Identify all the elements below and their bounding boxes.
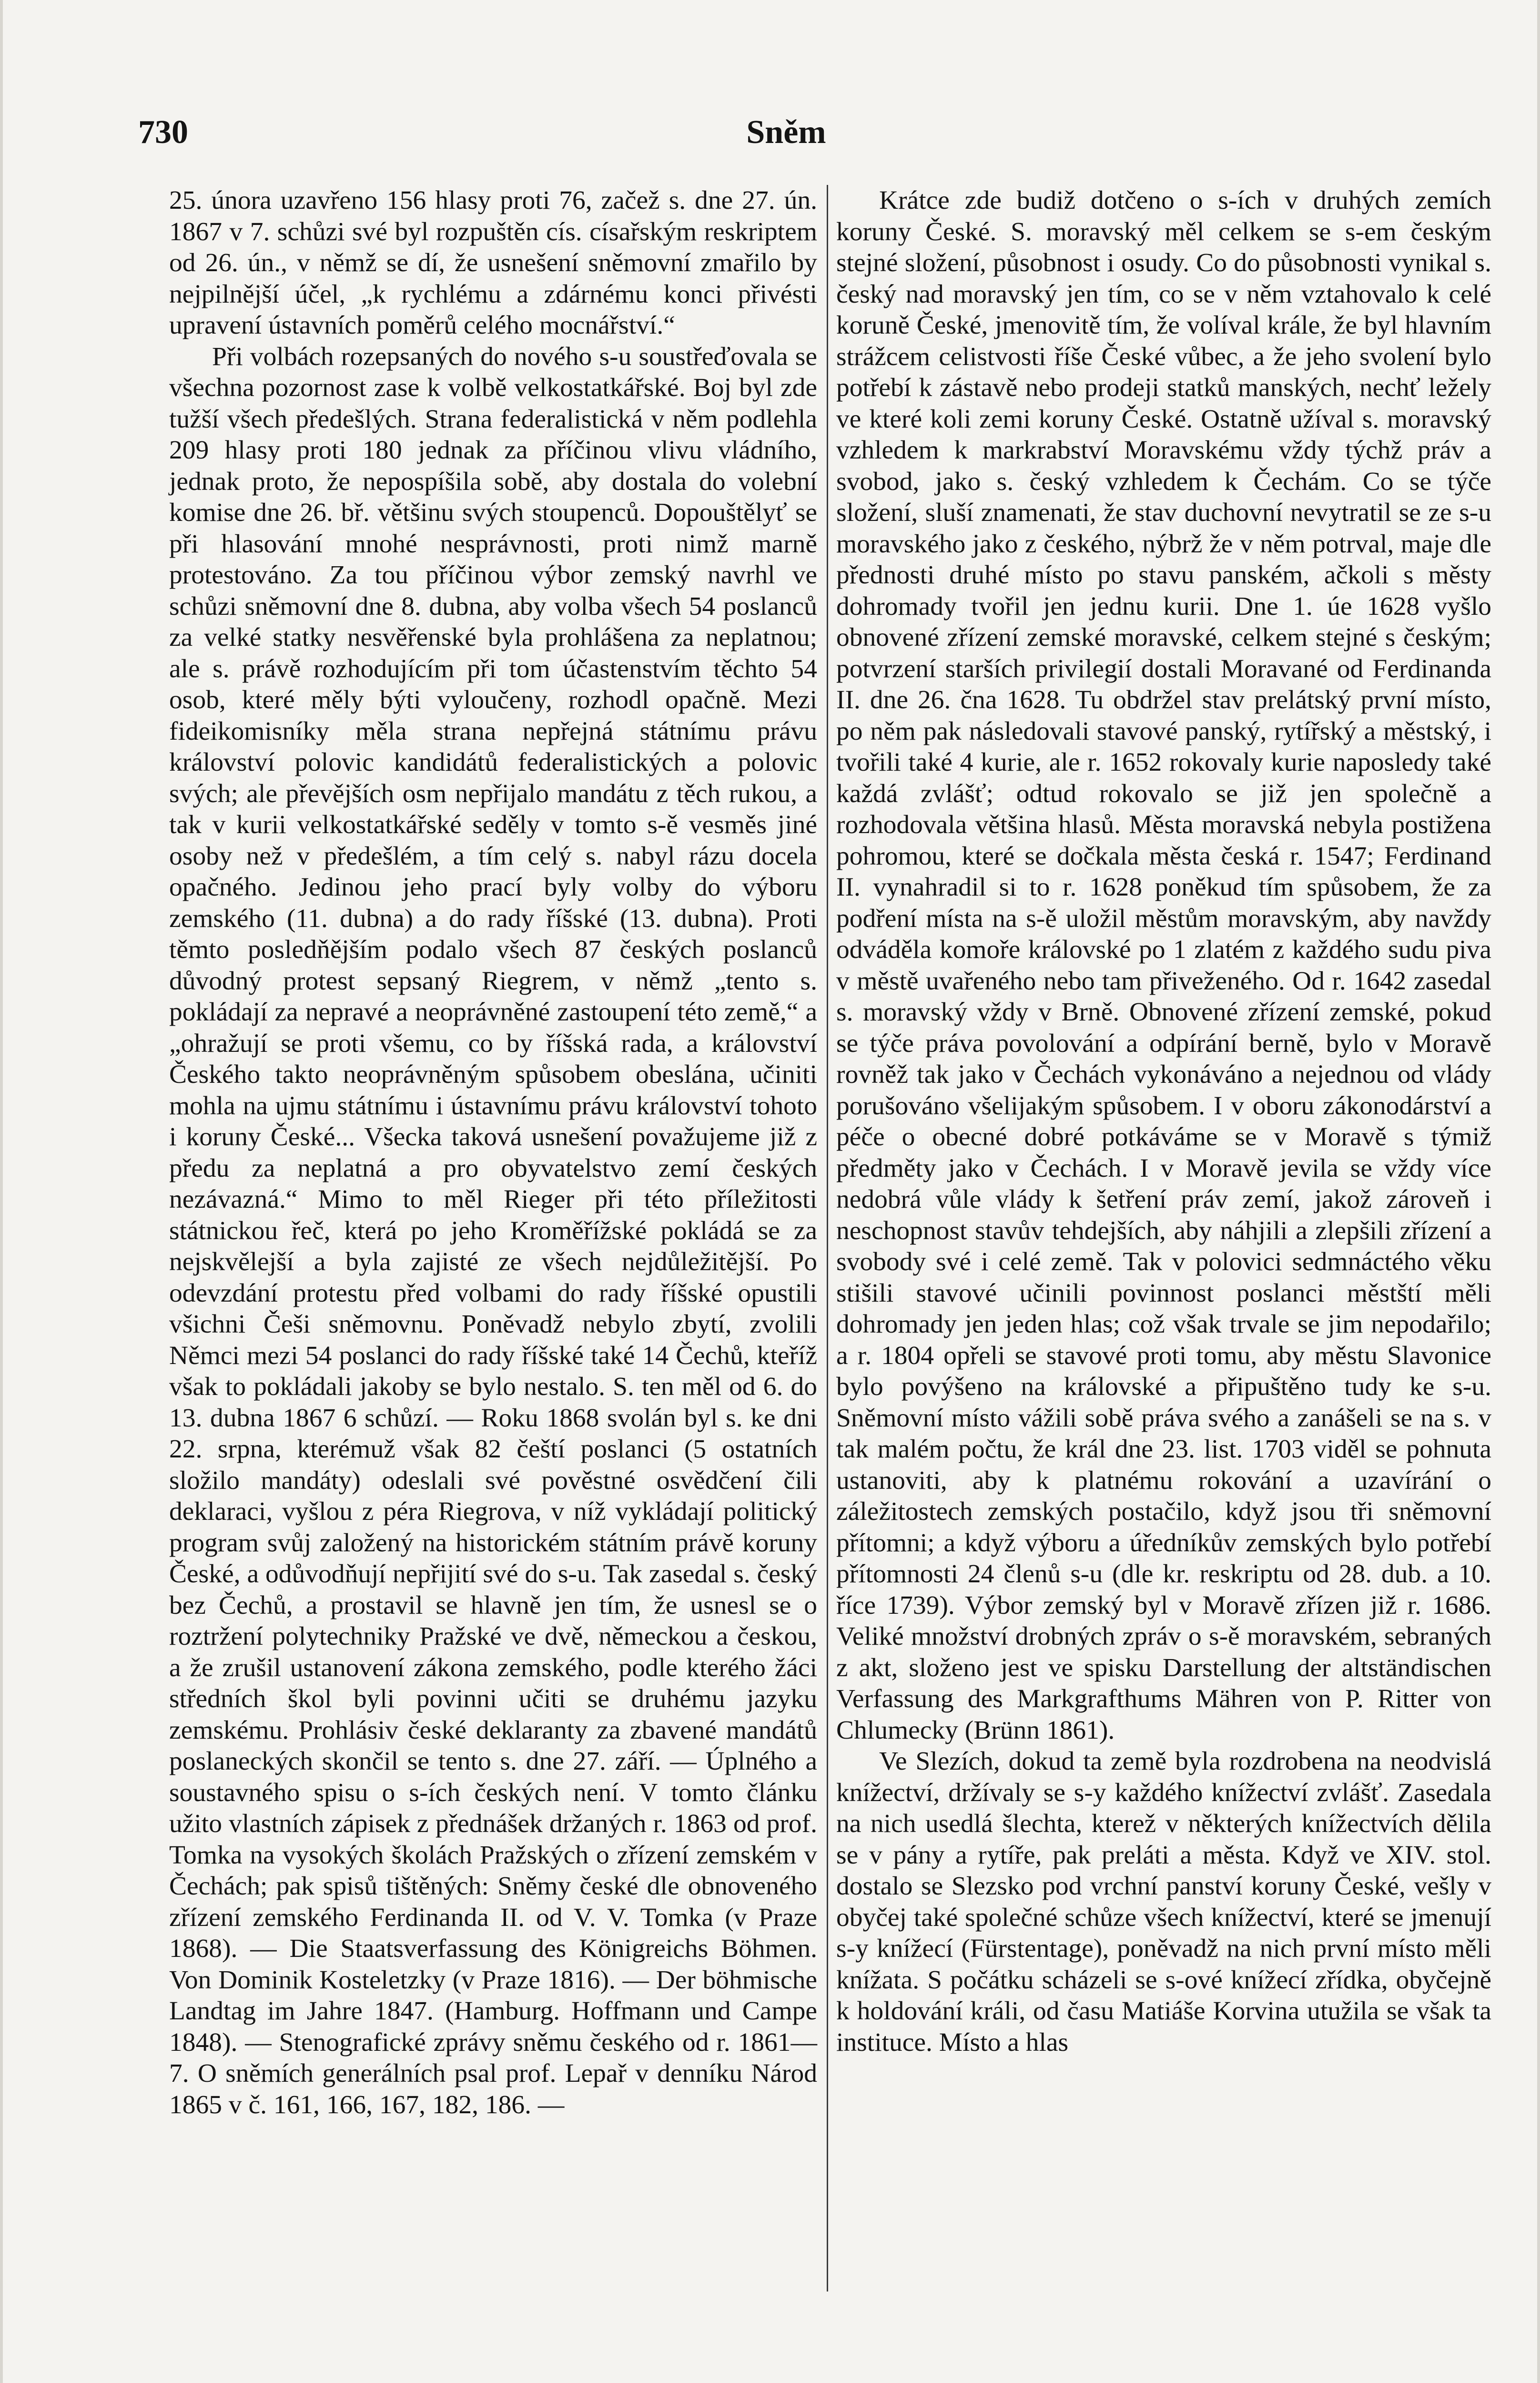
page-number: 730 <box>138 114 188 151</box>
page-header <box>138 113 1377 156</box>
page-edge-right <box>1537 0 1540 2383</box>
right-column <box>836 185 1491 2058</box>
column-divider <box>827 185 828 2291</box>
left-paragraph-2: Při volbách rozepsaných do nového s-u soustřeďovala se všechna pozornost zase k volbě velkostatkářské. Boj byl zde tužší všech předešlých. Strana federalistická v něm podlehla 209 hlasy proti 180 jednak za příčinou vlivu vládního, jednak proto, že nepospíšila sobě, aby dostala do volební komise dne 26. bř. většinu svých stoupenců. Dopouštělyť se při hlasování mnohé nesprávnosti, proti nimž marně protestováno. Za tou příčinou výbor zemský navrhl ve schůzi sněmovní dne 8. dubna, aby volba všech 54 poslanců za velké statky nesvěřenské byla prohlášena za neplatnou; ale s. právě rozhodujícím při tom účastenstvím těchto 54 osob, které měly býti vyloučeny, rozhodl opačně. Mezi fideikomisníky měla strana nepřejná státnímu právu království polovic kandidátů federalistických a polovic svých; ale převějších osm nepřijalo mandátu z těch rukou, a tak v kurii velkostatkářské seděly v tomto s-ě vesměs jiné osoby než v předešlém, a tím celý s. nabyl rázu docela opačného. Jedinou jeho prací byly volby do výboru zemského (11. dubna) a do rady říšské (13. dubna). Proti těmto posledňějším podalo všech 87 českých poslanců důvodný protest sepsaný Riegrem, v němž „tento s. pokládají za nepravé a neoprávněné zastoupení této země,“ a „ohražují se proti všemu, co by říšská rada, a království Českého takto neoprávněným spůsobem obeslána, učiniti mohla na ujmu státnímu i ústavnímu právu království tohoto i koruny České... Všecka taková usnešení považujeme již z předu za neplatná a pro obyvatelstvo zemí českých nezávazná.“ Mimo to měl Rieger při této příležitosti státnickou řeč, která po jeho Kroměřížské pokládá se za nejskvělejší a byla zajisté ze všech nejdůležitější. Po odevzdání protestu před volbami do rady říšské opustili všichni Češi sněmovnu. Poněvadž nebylo zbytí, zvolili Němci mezi 54 poslanci do rady říšské také 14 Čechů, kteříž však to pokládali jakoby se bylo nestalo. S. ten měl od 6. do 13. dubna 1867 6 schůzí. — Roku 1868 svolán byl s. ke dni 22. srpna, kterémuž však 82 čeští poslanci (5 ostatních složilo mandáty) odeslali své pověstné osvědčení čili deklaraci, vyšlou z péra Riegrova, v níž vykládají politický program svůj založený na historickém státním právě koruny České, a odůvodňují nepřijití své do s-u. Tak zasedal s. český bez Čechů, a prostavil se hlavně jen tím, že usnesl se o roztržení polytechniky Pražské ve dvě, německou a českou, a že zrušil ustanovení zákona zemského, podle kterého žáci středních škol byli povinni učiti se druhému jazyku zemskému. Prohlásiv české deklaranty za zbavené mandátů poslaneckých skončil se tento s. dne 27. září. — Úplného a soustavného spisu o s-ích českých není. V tomto článku užito vlastních zápisek z přednášek držaných r. 1863 od prof. Tomka na vysokých školách Pražských o zřízení zemském v Čechách; pak spisů tištěných: Sněmy české dle obnoveného zřízení zemského Ferdinanda II. od V. V. Tomka (v Praze 1868). — Die Staatsverfassung des Königreichs Böhmen. Von Dominik Kosteletzky (v Praze 1816). — Der böhmische Landtag im Jahre 1847. (Hamburg. Hoffmann und Campe 1848). — Stenografické zprávy sněmu českého od r. 1861—7. O sněmích generálních psal prof. Lepař v denníku Národ 1865 v č. 161, 166, 167, 182, 186. — <box>169 342 817 2119</box>
right-paragraph-2: Ve Slezích, dokud ta země byla rozdrobena na neodvislá knížectví, držívaly se s-y každého knížectví zvlášť. Zasedala na nich usedlá šlechta, kterež v některých knížectvích dělila se v pány a rytíře, pak preláti a města. Když ve XIV. stol. dostalo se Slezsko pod vrchní panství koruny České, vešly v obyčej také společné schůze všech knížectví, které se jmenují s-y knížecí (Fürstentage), poněvadž na nich první místo měli knížata. S počátku scházeli se s-ové knížecí zřídka, obyčejně k holdování králi, od času Matiáše Korvina utužila se však ta instituce. Místo a hlas <box>836 1747 1491 2057</box>
right-paragraph-1: Krátce zde budiž dotčeno o s-ích v druhých zemích koruny České. S. moravský měl celkem se s-em českým stejné složení, působnost i osudy. Co do působnosti vynikal s. český nad moravský jen tím, co se v něm vztahovalo k celé koruně České, jmenovitě tím, že volíval krále, že byl hlavním strážcem celistvosti říše České vůbec, a že jeho svolení bylo potřebí k zástavě nebo prodeji statků manských, nechť ležely ve které koli zemi koruny České. Ostatně užíval s. moravský vzhledem k markrabství Moravskému vždy týchž práv a svobod, jako s. český vzhledem k Čechám. Co se týče složení, sluší znamenati, že stav duchovní nevytratil se ze s-u moravského jako z českého, nýbrž že v něm potrval, maje dle přednosti druhé místo po stavu panském, ačkoli s městy dohromady tvořil jen jednu kurii. Dne 1. úe 1628 vyšlo obnovené zřízení zemské moravské, celkem stejné s českým; potvrzení starších privilegií dostali Moravané od Ferdinanda II. dne 26. čna 1628. Tu obdržel stav prelátský první místo, po něm pak následovali stavové panský, rytířský a městský, i tvořili také 4 kurie, ale r. 1652 rokovaly kurie naposledy také každá zvlášť; odtud rokovalo se již jen společně a rozhodovala většina hlasů. Města moravská nebyla postižena pohromou, které se dočkala města česká r. 1547; Ferdinand II. vynahradil si to r. 1628 poněkud tím spůsobem, že za podření místa na s-ě uložil městům moravským, aby navždy odváděla komoře královské po 1 zlatém z každého sudu piva v městě uvařeného nebo tam přiveženého. Od r. 1642 zasedal s. moravský vždy v Brně. Obnovené zřízení zemské, pokud se týče práva povolování a odpírání berně, bylo v Moravě rovněž tak jako v Čechách vykonáváno a nejednou od vlády porušováno všelijakým spůsobem. I v oboru zákonodárství a péče o obecné dobré potkáváme se v Moravě s týmiž předměty jako v Čechách. I v Moravě jevila se vždy více nedobrá vůle vlády k šetření práv zemí, jakož zároveň i neschopnost stavův tehdejších, aby náhjili a zlepšili zřízení a svobody své i celé země. Tak v polovici sedmnáctého věku stišili stavové učinili povinnost poslanci městští měli dohromady jen jeden hlas; což však trvale se jim nepodařilo; a r. 1804 opřeli se stavové proti tomu, aby městu Slavonice bylo povýšeno na královské a připuštěno tudy ke s-u. Sněmovní místo vážili sobě práva svého a zanášeli se na s. v tak malém počtu, že král dne 23. list. 1703 viděl se pohnuta ustanoviti, aby k platnému rokování a uzavírání o záležitostech zemských postačilo, když jsou tři sněmovní přítomni; a když výboru a úředníkův zemských bylo potřebí přítomnosti 24 členů s-u (dle kr. reskriptu od 28. dub. a 10. říce 1739). Výbor zemský byl v Moravě zřízen již r. 1686. Veliké množství drobných zpráv o s-ě moravském, sebraných z akt, složeno jest ve spisku Darstellung der altständischen Verfassung des Markgrafthums Mähren von P. Ritter von Chlumecky (Brünn 1861). <box>836 186 1491 1745</box>
page-edge-left <box>0 0 3 2383</box>
left-paragraph-1: 25. února uzavřeno 156 hlasy proti 76, začež s. dne 27. ún. 1867 v 7. schůzi své byl rozpuštěn cís. císařským reskriptem od 26. ún., v němž se dí, že usnešení sněmovní zmařilo by nejpilnější účel, „k rychlému a zdárnému konci přivésti upravení ústavních poměrů celého mocnářství.“ <box>169 186 817 340</box>
running-head: Sněm <box>746 114 826 151</box>
left-column <box>169 185 817 2120</box>
